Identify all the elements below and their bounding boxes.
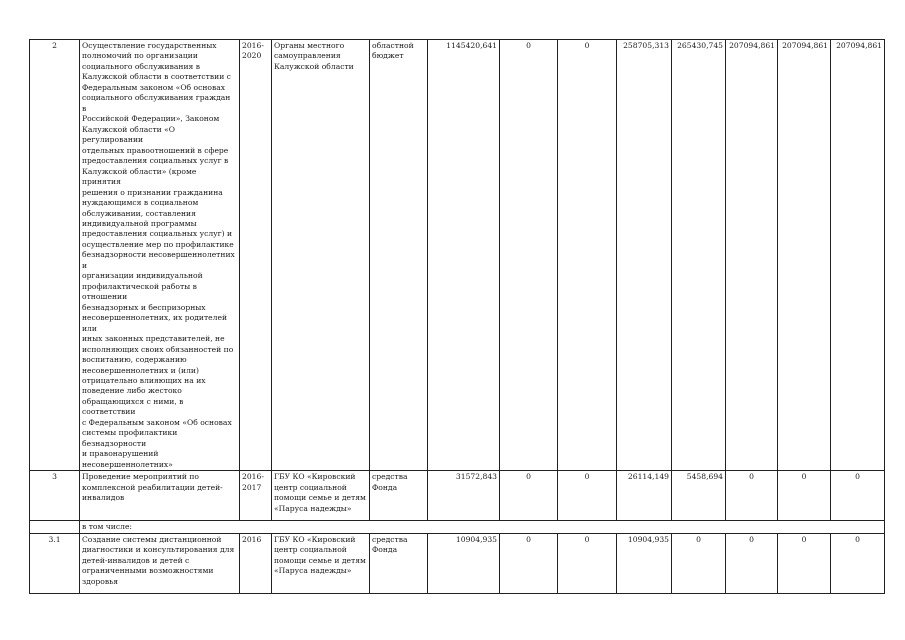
measure-name: Создание системы дистанционной диагностики и консультирования для детей-инвалидов и детей с ограниченными возможностями здоровья [80, 533, 240, 593]
amount-cell: 207094,861 [831, 40, 885, 471]
total-amount: 31572,843 [428, 471, 500, 521]
amount-cell: 207094,861 [778, 40, 831, 471]
total-amount: 10904,935 [428, 533, 500, 593]
executor: ГБУ КО «Кировский центр социальной помощи семье и детям «Паруса надежды» [272, 471, 370, 521]
amount-cell: 0 [726, 471, 778, 521]
subheading-row [30, 521, 885, 533]
row-number: 3.1 [30, 533, 80, 593]
amount-cell: 10904,935 [617, 533, 672, 593]
empty-cell [30, 521, 80, 533]
amount-cell: 265430,745 [672, 40, 726, 471]
amount-cell: 0 [500, 40, 558, 471]
amount-cell: 0 [778, 533, 831, 593]
amount-cell: 0 [831, 471, 885, 521]
amount-cell: 0 [558, 471, 617, 521]
table-row [30, 40, 885, 471]
total-amount: 1145420,641 [428, 40, 500, 471]
amount-cell: 258705,313 [617, 40, 672, 471]
amount-cell: 207094,861 [726, 40, 778, 471]
row-number: 2 [30, 40, 80, 471]
amount-cell: 0 [558, 533, 617, 593]
amount-cell: 0 [778, 471, 831, 521]
period: 2016 [240, 533, 272, 593]
period: 2016- 2017 [240, 471, 272, 521]
amount-cell: 26114,149 [617, 471, 672, 521]
executor: Органы местного самоуправления Калужской области [272, 40, 370, 471]
amount-cell: 0 [558, 40, 617, 471]
program-table [29, 39, 885, 594]
funding-source: средства Фонда [370, 471, 428, 521]
amount-cell: 0 [672, 533, 726, 593]
amount-cell: 0 [831, 533, 885, 593]
table-row [30, 471, 885, 521]
executor: ГБУ КО «Кировский центр социальной помощи семье и детям «Паруса надежды» [272, 533, 370, 593]
row-number: 3 [30, 471, 80, 521]
amount-cell: 0 [726, 533, 778, 593]
funding-source: областной бюджет [370, 40, 428, 471]
amount-cell: 5458,694 [672, 471, 726, 521]
amount-cell: 0 [500, 533, 558, 593]
amount-cell: 0 [500, 471, 558, 521]
subheading: в том числе: [80, 521, 885, 533]
table-row [30, 533, 885, 593]
period: 2016- 2020 [240, 40, 272, 471]
funding-source: средства Фонда [370, 533, 428, 593]
measure-name: Проведение мероприятий по комплексной реабилитации детей- инвалидов [80, 471, 240, 521]
measure-name: Осуществление государственных полномочий по организации социального обслуживания в Калужской области в соответствии с Федеральным законом «Об основах социального обслуживания граждан в Российской Федерации», Законом Калужской области «О регулировании отдельных правоотношений в сфере предоставления социальных услуг в Калужской области» (кроме принятия решения о признании гражданина нуждающимся в социальном обслуживании, составления индивидуальной программы предоставления социальных услуг) и осуществление мер по профилактике безнадзорности несовершеннолетних и организации индивидуальной профилактической работы в отношении безнадзорных и беспризорных несовершеннолетних, их родителей или иных законных представителей, не исполняющих своих обязанностей по воспитанию, содержанию несовершеннолетних и (или) отрицательно влияющих на их поведение либо жестоко обращающихся с ними, в соответствии с Федеральным законом «Об основах системы профилактики безнадзорности и правонарушений несовершеннолетних» [80, 40, 240, 471]
